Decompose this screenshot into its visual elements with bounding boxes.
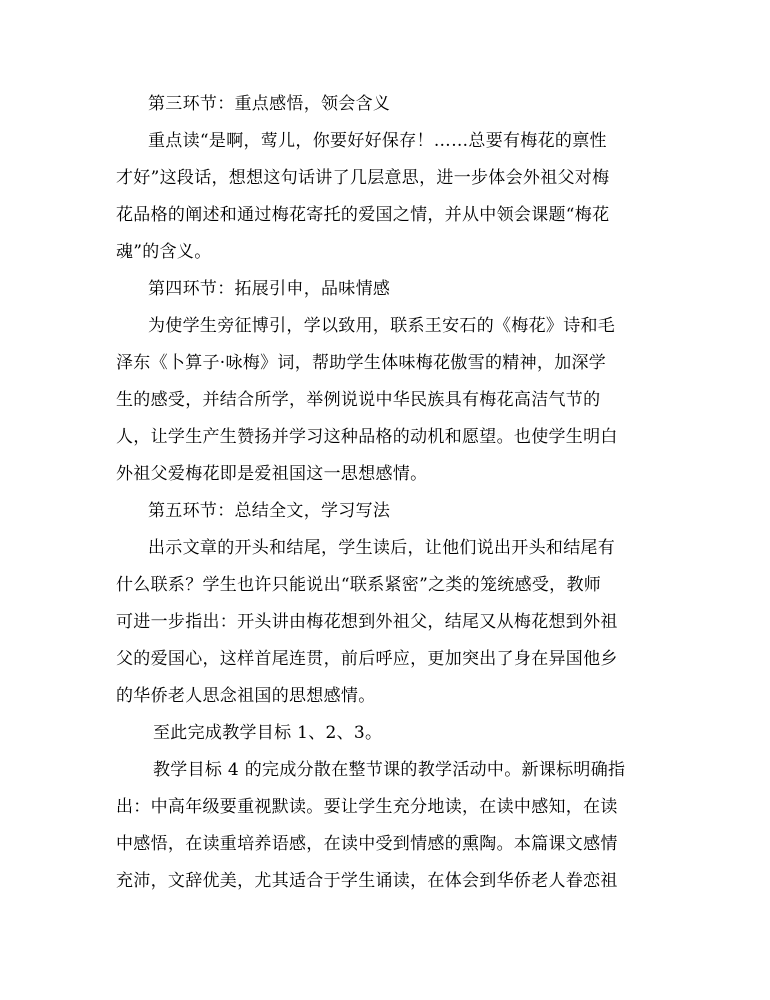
paragraph-line: 充沛，文辞优美，尤其适合于学生诵读，在体会到华侨老人眷恋祖 xyxy=(116,871,618,891)
paragraph-line: 出示文章的开头和结尾，学生读后，让他们说出开头和结尾有 xyxy=(148,538,616,558)
section-heading-3: 第三环节：重点感悟，领会含义 xyxy=(148,94,391,114)
paragraph-line: 出：中高年级要重视默读。要让学生充分地读，在读中感知，在读 xyxy=(116,797,618,817)
paragraph-line: 魂”的含义。 xyxy=(116,242,212,262)
paragraph-line: 中感悟，在读重培养语感，在读中受到情感的熏陶。本篇课文感情 xyxy=(116,834,618,854)
paragraph-line: 至此完成教学目标 1、2、3。 xyxy=(153,723,383,743)
paragraph-line: 重点读“是啊，莺儿，你要好好保存！……总要有梅花的禀性 xyxy=(148,131,607,151)
paragraph-line: 为使学生旁征博引，学以致用，联系王安石的《梅花》诗和毛 xyxy=(148,316,616,336)
paragraph-line: 外祖父爱梅花即是爱祖国这一思想感情。 xyxy=(116,464,428,484)
paragraph-line: 父的爱国心，这样首尾连贯，前后呼应，更加突出了身在异国他乡 xyxy=(116,649,618,669)
section-heading-4: 第四环节：拓展引申，品味情感 xyxy=(148,279,391,299)
paragraph-line: 什么联系？学生也许只能说出“联系紧密”之类的笼统感受，教师 xyxy=(116,575,602,595)
paragraph-line: 才好”这段话，想想这句话讲了几层意思，进一步体会外祖父对梅 xyxy=(116,168,610,188)
section-heading-5: 第五环节：总结全文，学习写法 xyxy=(148,501,391,521)
paragraph-line: 教学目标 4 的完成分散在整节课的教学活动中。新课标明确指 xyxy=(153,760,626,780)
paragraph-line: 生的感受，并结合所学，举例说说中华民族具有梅花高洁气节的 xyxy=(116,390,601,410)
paragraph-line: 可进一步指出：开头讲由梅花想到外祖父，结尾又从梅花想到外祖 xyxy=(116,612,618,632)
paragraph-line: 泽东《卜算子·咏梅》词，帮助学生体味梅花傲雪的精神，加深学 xyxy=(116,353,607,373)
paragraph-line: 人，让学生产生赞扬并学习这种品格的动机和愿望。也使学生明白 xyxy=(116,427,618,447)
paragraph-line: 的华侨老人思念祖国的思想感情。 xyxy=(116,686,376,706)
paragraph-line: 花品格的阐述和通过梅花寄托的爱国之情，并从中领会课题“梅花 xyxy=(116,205,610,225)
